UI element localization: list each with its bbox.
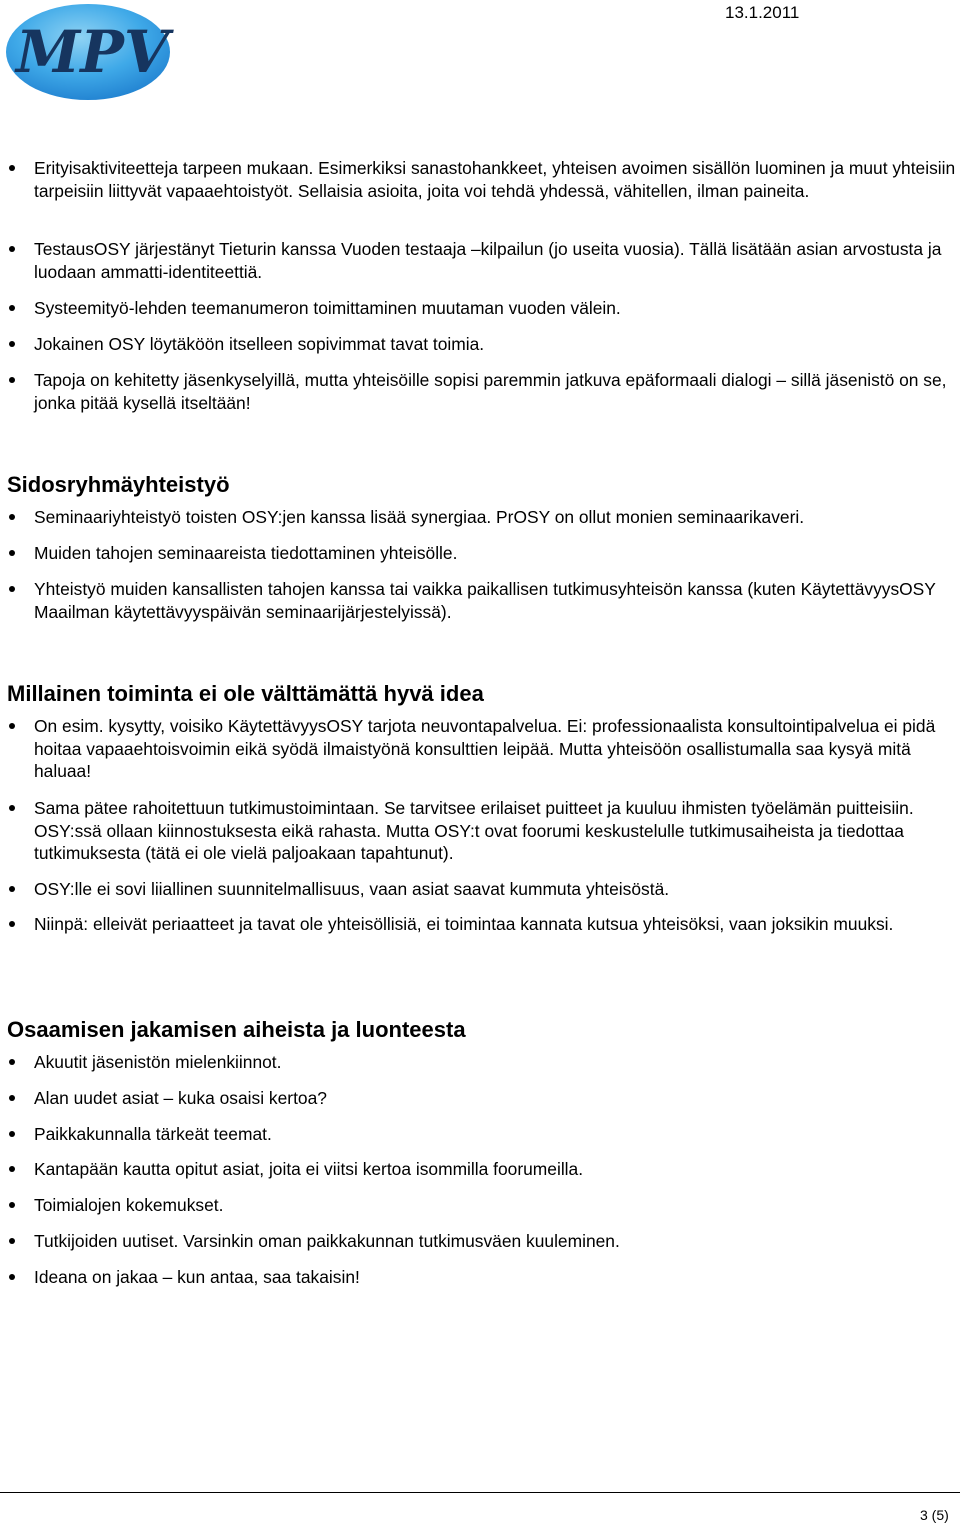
list-item: On esim. kysytty, voisiko KäytettävyysOSY tarjota neuvontapalvelua. Ei: professionaalista konsultointipalvelua ei pidä hoitaa vapaaehtoisvoimin eikä syödä ilmaistyönä konsulttien leipää. Mutta yhteisöön osallistumalla saa kysyä mitä haluaa! [34, 715, 956, 783]
header-date: 13.1.2011 [725, 3, 800, 22]
mpv-logo [4, 2, 174, 102]
list-item: Sama pätee rahoitettuun tutkimustoimintaan. Se tarvitsee erilaiset puitteet ja kuuluu ihmisten työelämän puitteisiin. OSY:ssä ollaan kiinnostuksesta eikä rahasta. Mutta OSY:t ovat foorumi keskustelulle tutkimusaiheista ja tiedottaa tutkimuksesta (tätä ei ole vielä paljoakaan tapahtunut). [34, 797, 956, 865]
list-item: TestausOSY järjestänyt Tieturin kanssa Vuoden testaaja –kilpailun (jo useita vuosia). Tällä lisätään asian arvostusta ja luodaan ammatti-identiteettiä. [34, 238, 956, 283]
list-item: Niinpä: elleivät periaatteet ja tavat ole yhteisöllisiä, ei toimintaa kannata kutsua yhteisöksi, vaan joksikin muuksi. [34, 913, 956, 936]
list-item: Tapoja on kehitetty jäsenkyselyillä, mutta yhteisöille sopisi paremmin jatkuva epäformaali dialogi – sillä jäsenistö on se, jonka pitää kysellä itseltään! [34, 369, 956, 414]
section-heading: Osaamisen jakamisen aiheista ja luonteesta [7, 1017, 466, 1042]
logo-text: MPV [16, 18, 169, 86]
list-item: Akuutit jäsenistön mielenkiinnot. [34, 1051, 956, 1074]
list-item: Jokainen OSY löytäköön itselleen sopivimmat tavat toimia. [34, 333, 956, 356]
section-heading: Millainen toiminta ei ole välttämättä hyvä idea [7, 681, 484, 706]
list-item: Tutkijoiden uutiset. Varsinkin oman paikkakunnan tutkimusväen kuuleminen. [34, 1230, 956, 1253]
list-item: Toimialojen kokemukset. [34, 1194, 956, 1217]
logo-graphic [4, 2, 174, 102]
footer-divider [0, 1492, 960, 1493]
section-heading: Sidosryhmäyhteistyö [7, 472, 230, 497]
list-item: Ideana on jakaa – kun antaa, saa takaisin! [34, 1266, 956, 1289]
list-item: Systeemityö-lehden teemanumeron toimittaminen muutaman vuoden välein. [34, 297, 956, 320]
list-item: Seminaariyhteistyö toisten OSY:jen kanssa lisää synergiaa. PrOSY on ollut monien seminaarikaveri. [34, 506, 956, 529]
list-item: Kantapään kautta opitut asiat, joita ei viitsi kertoa isommilla foorumeilla. [34, 1158, 956, 1181]
list-item: Muiden tahojen seminaareista tiedottaminen yhteisölle. [34, 542, 956, 565]
list-item: Alan uudet asiat – kuka osaisi kertoa? [34, 1087, 956, 1110]
list-item: Yhteistyö muiden kansallisten tahojen kanssa tai vaikka paikallisen tutkimusyhteisön kanssa (kuten KäytettävyysOSY Maailman käytettävyyspäivän seminaarijärjestelyissä). [34, 578, 956, 623]
list-item: Erityisaktiviteetteja tarpeen mukaan. Esimerkiksi sanastohankkeet, yhteisen avoimen sisällön luominen ja muut yhteisiin tarpeisiin liittyvät vapaaehtoistyöt. Sellaisia asioita, joita voi tehdä yhdessä, vähitellen, ilman paineita. [34, 158, 956, 201]
list-item: Paikkakunnalla tärkeät teemat. [34, 1123, 956, 1146]
list-item: OSY:lle ei sovi liiallinen suunnitelmallisuus, vaan asiat saavat kummuta yhteisöstä. [34, 878, 956, 901]
page-number: 3 (5) [920, 1507, 949, 1523]
